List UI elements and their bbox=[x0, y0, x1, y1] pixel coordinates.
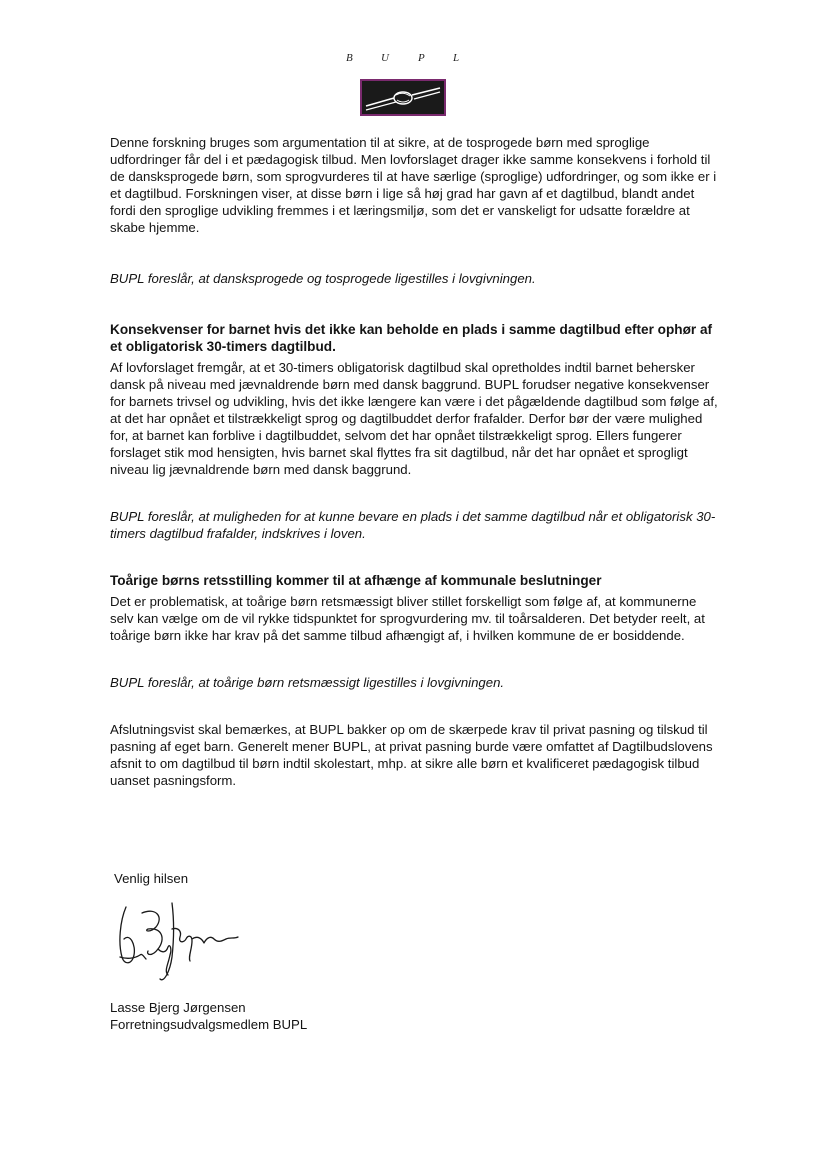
letterhead-letter-l: L bbox=[453, 52, 460, 64]
heading-consequences: Konsekvenser for barnet hvis det ikke kan beholde en plads i samme dagtilbud efter ophør af et obligatorisk 30-timers dagtilbud. bbox=[110, 322, 713, 354]
greeting: Venlig hilsen bbox=[114, 871, 189, 886]
paragraph-two-year-olds: Det er problematisk, at toårige børn retsmæssigt bliver stillet forskelligt som følge af, at kommunerne selv kan vælge om de vil rykke tidspunktet for sprogvurdering mv. til toårsalderen. Det betyder reelt, at toårige børn ikke har krav på det samme tilbud afhængigt af, i hvilken kommune de er bosiddende. bbox=[110, 594, 705, 643]
letterhead-letter-p: P bbox=[418, 52, 425, 64]
paragraph-conclusion: Afslutningsvist skal bemærkes, at BUPL bakker op om de skærpede krav til privat pasning og tilskud til pasning af eget barn. Generelt mener BUPL, at privat pasning burde være omfattet af Dagtilbudslovens afsnit to om dagtilbud til børn indtil skolestart, mhp. at sikre alle børn et kvalificeret pædagogisk tilbud uanset pasningsform. bbox=[110, 722, 713, 788]
handshake-icon bbox=[360, 79, 446, 116]
letter-body bbox=[110, 134, 722, 789]
heading-two-year-olds: Toårige børns retsstilling kommer til at afhænge af kommunale beslutninger bbox=[110, 573, 602, 588]
proposal-two-year-olds: BUPL foreslår, at toårige børn retsmæssigt ligestilles i lovgivningen. bbox=[110, 675, 505, 690]
signer-role: Forretningsudvalgsmedlem BUPL bbox=[110, 1017, 308, 1032]
letterhead-letter-u: U bbox=[381, 52, 389, 64]
handwritten-signature bbox=[112, 899, 242, 987]
closing bbox=[110, 870, 510, 1033]
letterhead-letter-b: B bbox=[346, 52, 353, 64]
paragraph-research: Denne forskning bruges som argumentation til at sikre, at de tosprogede børn med sproglige udfordringer får del i et pædagogisk tilbud. Men lovforslaget drager ikke samme konsekvens i forhold til de dansksprogede børn, som sprogvurderes til at have særlige (sproglige) udfordringer, og som ikke er i et dagtilbud. Forskningen viser, at disse børn i lige så høj grad har gavn af et dagtilbud, blandt andet fordi den sproglige udvikling fremmes i et læringsmiljø, som det er vanskeligt for udsatte forældre at skabe hjemme. bbox=[110, 135, 717, 235]
proposal-equal-language: BUPL foreslår, at dansksprogede og tosprogede ligestilles i lovgivningen. bbox=[110, 271, 536, 286]
proposal-keep-place: BUPL foreslår, at muligheden for at kunne bevare en plads i det samme dagtilbud når et obligatorisk 30-timers dagtilbud frafalder, indskrives i loven. bbox=[110, 509, 716, 541]
signer-name: Lasse Bjerg Jørgensen bbox=[110, 1000, 246, 1015]
paragraph-consequences: Af lovforslaget fremgår, at et 30-timers obligatorisk dagtilbud skal opretholdes indtil barnet behersker dansk på niveau med jævnaldrende børn med dansk baggrund. BUPL forudser negative konsekvenser for barnets trivsel og udvikling, hvis det ikke længere kan være i det pågældende dagtilbud som følge af, at det har opnået et tilstrækkeligt sprog og dagtilbuddet derfor frafalder. Derfor bør der være mulighed for, at barnet kan forblive i dagtilbuddet, selvom det har opnået tilstrækkeligt sprog. Ellers fungerer forslaget stik mod hensigten, hvis barnet skal flyttes fra sit dagtilbud, når det har opnået et sprogligt niveau lig jævnaldrende børn med dansk baggrund. bbox=[110, 360, 718, 477]
